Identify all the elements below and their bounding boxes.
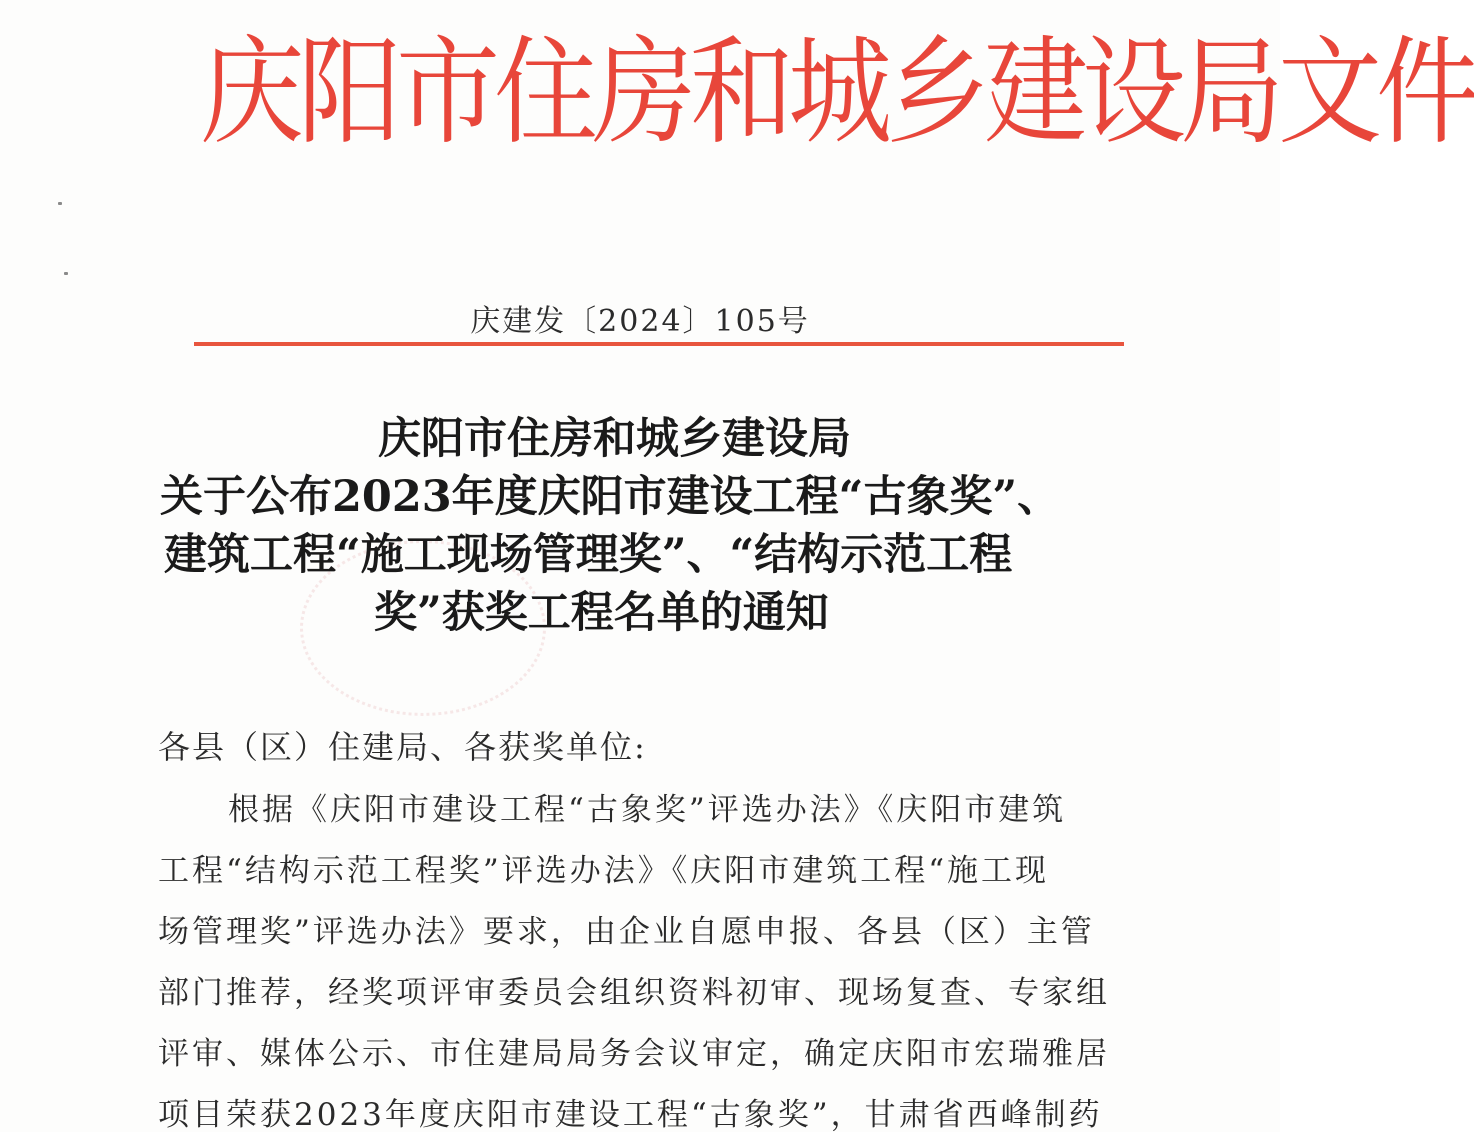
scan-speck [64,272,68,275]
body-line: 工程“结构示范工程奖”评选办法》《庆阳市建筑工程“施工现 [158,853,1050,889]
notice-title-line: 建筑工程“施工现场管理奖”、“结构示范工程 [164,530,1013,580]
notice-title [150,410,1120,642]
body-line: 项目荣获2023年度庆阳市建设工程“古象奖”，甘肃省西峰制药 [158,1097,1103,1133]
body-paragraph [158,780,1108,1146]
body-line: 根据《庆阳市建设工程“古象奖”评选办法》《庆阳市建筑 [228,792,1067,828]
agency-header-title: 庆阳市住房和城乡建设局文件 [200,23,1474,161]
notice-title-line: 奖”获奖工程名单的通知 [374,588,829,638]
salutation: 各县（区）住建局、各获奖单位: [158,728,647,766]
body-line: 部门推荐，经奖项评审委员会组织资料初审、现场复查、专家组 [158,975,1110,1011]
body-line: 评审、媒体公示、市住建局局务会议审定，确定庆阳市宏瑞雅居 [158,1036,1110,1072]
scan-speck [58,202,62,205]
notice-title-line: 关于公布2023年度庆阳市建设工程“古象奖”、 [160,472,1061,522]
red-divider-rule [194,342,1124,346]
document-number: 庆建发〔2024〕105号 [470,304,810,339]
body-line: 场管理奖”评选办法》要求，由企业自愿申报、各县（区）主管 [158,914,1095,950]
notice-title-line: 庆阳市住房和城乡建设局 [378,414,851,464]
